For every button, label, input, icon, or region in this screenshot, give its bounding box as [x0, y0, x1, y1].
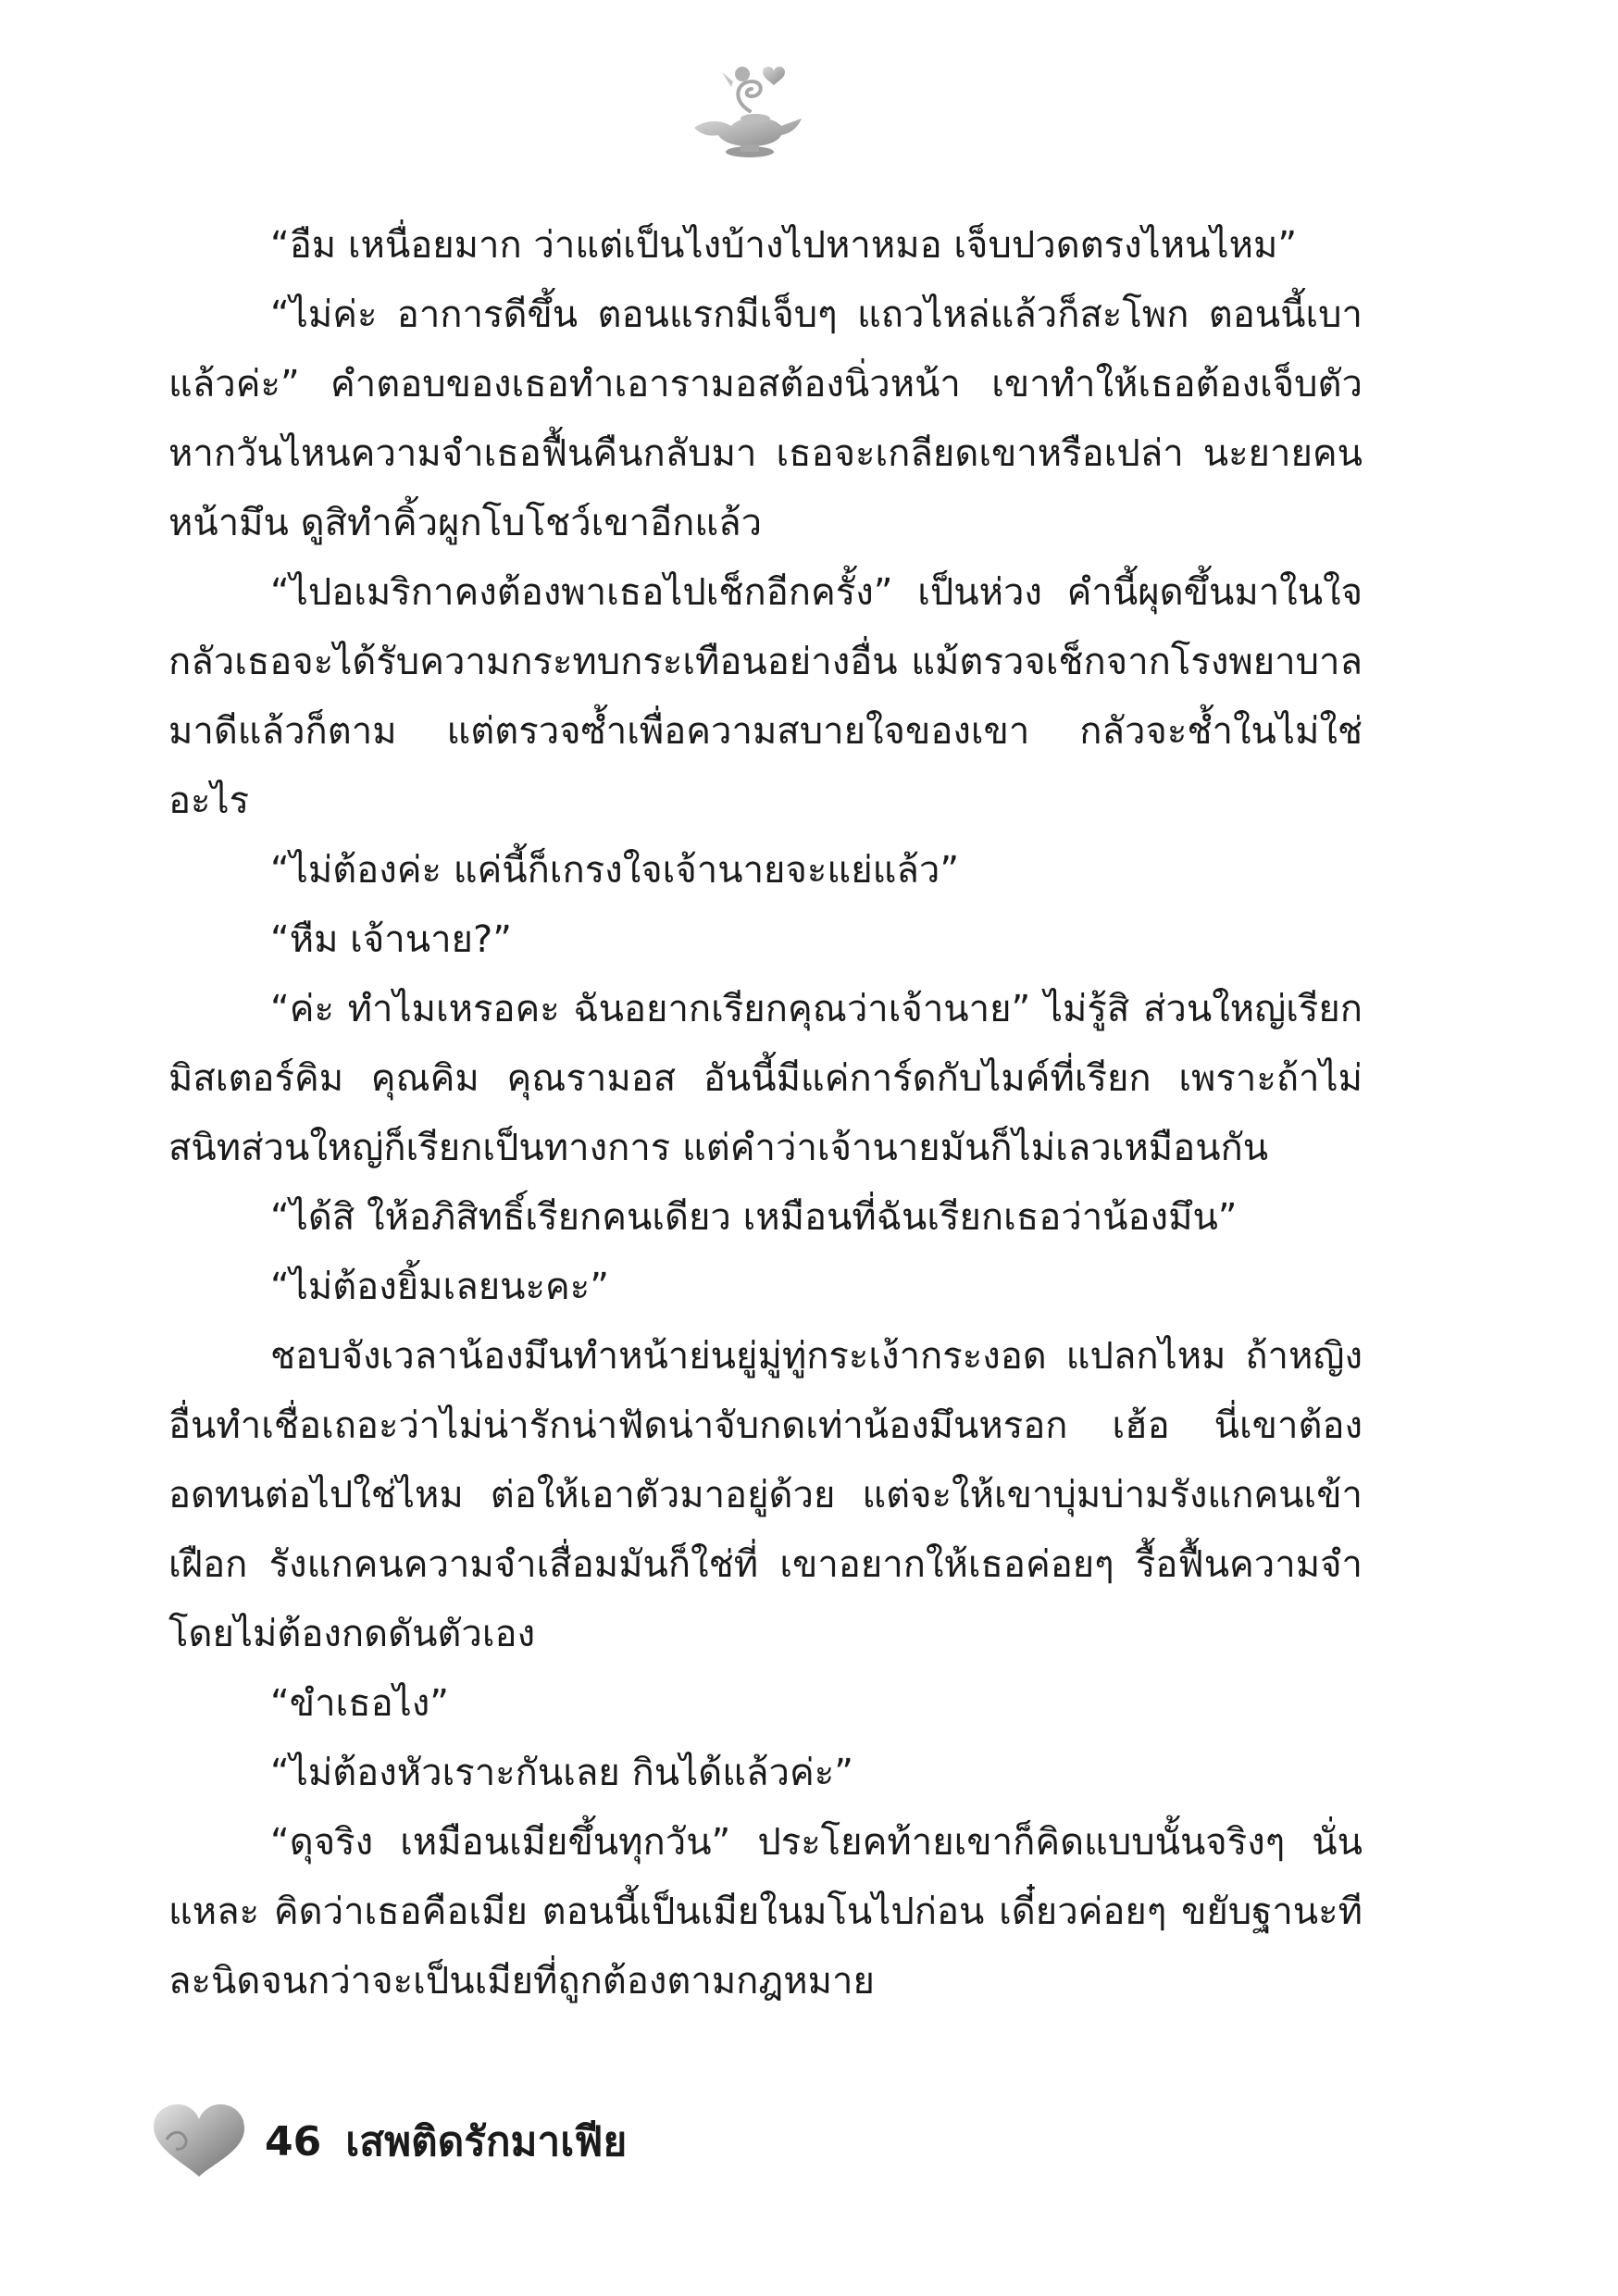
page-footer	[148, 2100, 627, 2183]
paragraph: ชอบจังเวลาน้องมึนทำหน้าย่นยู่มู่ทู่กระเง้ากระงอด แปลกไหม ถ้าหญิงอื่นทำเชื่อเถอะว่าไม่น่ารักน่าฟัดน่าจับกดเท่าน้องมึนหรอก เฮ้อ นี่เขาต้องอดทนต่อไปใช่ไหม ต่อให้เอาตัวมาอยู่ด้วย แต่จะให้เขาบุ่มบ่ามรังแกคนเข้าเฝือก รังแกคนความจำเสื่อมมันก็ใช่ที่ เขาอยากให้เธอค่อยๆ รื้อฟื้นความจำโดยไม่ต้องกดดันตัวเอง	[168, 1335, 1363, 1655]
paragraph: “ไม่ต้องค่ะ แค่นี้ก็เกรงใจเจ้านายจะแย่แล้ว”	[270, 849, 960, 892]
body-text	[168, 211, 1363, 2016]
paragraph: “หืม เจ้านาย?”	[270, 918, 512, 961]
book-title: เสพติดรักมาเฟีย	[345, 2118, 628, 2165]
paragraph: “ไม่ต้องหัวเราะกันเลย กินได้แล้วค่ะ”	[270, 1752, 853, 1794]
paragraph: “ดุจริง เหมือนเมียขึ้นทุกวัน” ประโยคท้ายเขาก็คิดแบบนั้นจริงๆ นั่นแหละ คิดว่าเธอคือเมีย ตอนนี้เป็นเมียในมโนไปก่อน เดี๋ยวค่อยๆ ขยับฐานะทีละนิดจนกว่าจะเป็นเมียที่ถูกต้องตามกฎหมาย	[168, 1821, 1363, 2003]
paragraph: “อืม เหนื่อยมาก ว่าแต่เป็นไงบ้างไปหาหมอ เจ็บปวดตรงไหนไหม”	[270, 224, 1298, 267]
paragraph: “ได้สิ ให้อภิสิทธิ์เรียกคนเดียว เหมือนที่ฉันเรียกเธอว่าน้องมึน”	[270, 1196, 1238, 1239]
paragraph: “ไปอเมริกาคงต้องพาเธอไปเช็กอีกครั้ง” เป็นห่วง คำนี้ผุดขึ้นมาในใจ กลัวเธอจะได้รับความกระทบกระเทือนอย่างอื่น แม้ตรวจเช็กจากโรงพยาบาลมาดีแล้วก็ตาม แต่ตรวจซ้ำเพื่อความสบายใจของเขา กลัวจะช้ำในไม่ใช่อะไร	[168, 571, 1363, 822]
paragraph: “ขำเธอไง”	[270, 1682, 450, 1725]
genie-lamp-icon	[685, 54, 815, 163]
paragraph: “ไม่ต้องยิ้มเลยนะคะ”	[270, 1266, 609, 1308]
heart-icon	[148, 2103, 250, 2180]
paragraph: “ค่ะ ทำไมเหรอคะ ฉันอยากเรียกคุณว่าเจ้านาย” ไม่รู้สิ ส่วนใหญ่เรียกมิสเตอร์คิม คุณคิม คุณรามอส อันนี้มีแค่การ์ดกับไมค์ที่เรียก เพราะถ้าไม่สนิทส่วนใหญ่ก็เรียกเป็นทางการ แต่คำว่าเจ้านายมันก็ไม่เลวเหมือนกัน	[168, 988, 1363, 1169]
paragraph: “ไม่ค่ะ อาการดีขึ้น ตอนแรกมีเจ็บๆ แถวไหล่แล้วก็สะโพก ตอนนี้เบาแล้วค่ะ” คำตอบของเธอทำเอารามอสต้องนิ่วหน้า เขาทำให้เธอต้องเจ็บตัว หากวันไหนความจำเธอฟื้นคืนกลับมา เธอจะเกลียดเขาหรือเปล่า นะยายคนหน้ามึน ดูสิทำคิ้วผูกโบโชว์เขาอีกแล้ว	[168, 293, 1363, 544]
page-number: 46	[265, 2117, 322, 2165]
